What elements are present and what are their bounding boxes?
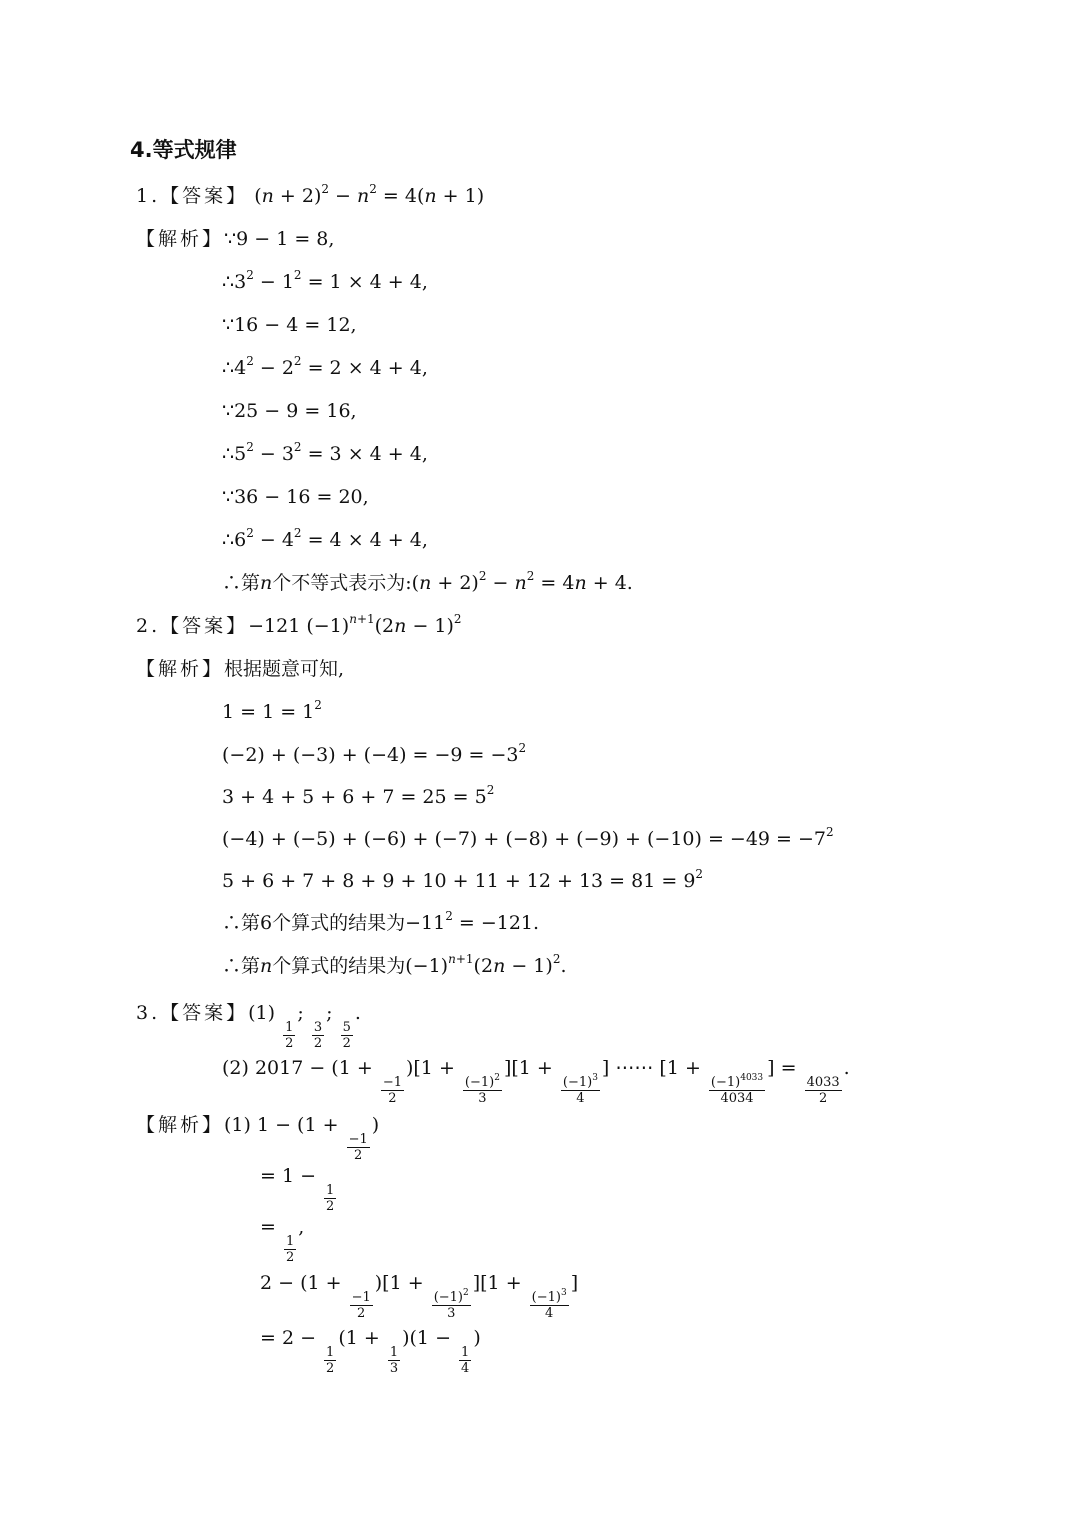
problem-1-step: $\therefore 4^2 - 2^2 = 2 \times 4 + 4$, <box>222 354 428 379</box>
problem-2-step: $(-4) + (-5) + (-6) + (-7) + (-8) + (-9) + (-10) = -49 = -7^2$ <box>222 825 834 850</box>
problem-3-answer-part2: (2) 2017 − (1 + $\frac{-1}{2}$ )[1 + $\frac{(-1)^2}{3}$ ][1 + $\frac{(-1)^3}{4}$ ] ⋯⋯ [1 + $\frac{(-1)^{4033}}{4034}$ ] = $\frac{4033}{2}$ . <box>222 1057 850 1106</box>
problem-2-step: $5 + 6 + 7 + 8 + 9 + 10 + 11 + 12 + 13 = 81 = 9^2$ <box>222 867 704 892</box>
problem-1-step: ∵36 − 16 = 20, <box>222 486 369 508</box>
problem-1-step: $\therefore 5^2 - 3^2 = 3 \times 4 + 4$, <box>222 440 428 465</box>
problem-3-step: = 2 − $\frac{1}{2}$ (1 + $\frac{1}{3}$ )(1 − $\frac{1}{4}$ ) <box>260 1327 481 1376</box>
problem-3-step: 2 − (1 + $\frac{-1}{2}$ )[1 + $\frac{(-1)^2}{3}$ ][1 + $\frac{(-1)^3}{4}$ ] <box>260 1272 579 1321</box>
problem-2-analysis: 【解析】根据题意可知, <box>136 658 345 680</box>
problem-1-analysis: 【解析】∵9 − 1 = 8, <box>136 228 335 250</box>
problem-2-conclusion: ∴第n个算式的结果为$(-1)^{n+1}(2n - 1)^2$. <box>222 952 567 977</box>
problem-2-step: $(-2) + (-3) + (-4) = -9 = -3^2$ <box>222 741 527 766</box>
problem-3-answer: 3.【答案】(1) $\frac{1}{2}$ ; $\frac{3}{2}$ ; $\frac{5}{2}$ . <box>136 1002 361 1051</box>
problem-2-step: ∴第6个算式的结果为$-11^2 = -121$. <box>222 909 540 934</box>
problem-1-answer: 1.【答案】 $(n + 2)^2 - n^2 = 4(n + 1)$ <box>136 182 485 207</box>
problem-1-step: ∵16 − 4 = 12, <box>222 314 357 336</box>
problem-1-step: $\therefore 6^2 - 4^2 = 4 \times 4 + 4$, <box>222 526 428 551</box>
problem-1-conclusion: ∴第n个不等式表示为:(n + $2)^2 - n^2 = 4n + 4$. <box>222 569 633 594</box>
problem-3-step: = 1 − $\frac{1}{2}$ <box>260 1165 335 1214</box>
problem-2-step: $3 + 4 + 5 + 6 + 7 = 25 = 5^2$ <box>222 783 495 808</box>
problem-1-step: ∵25 − 9 = 16, <box>222 400 357 422</box>
problem-3-analysis: 【解析】(1) 1 − (1 + $\frac{-1}{2}$ ) <box>136 1114 380 1163</box>
section-title: 4.等式规律 <box>130 138 237 162</box>
problem-1-step: $\therefore 3^2 - 1^2 = 1 \times 4 + 4$, <box>222 268 428 293</box>
problem-2-step: $1 = 1 = 1^2$ <box>222 698 322 723</box>
problem-3-step: = $\frac{1}{2}$ , <box>260 1216 305 1265</box>
problem-2-answer: 2.【答案】−121 $(-1)^{n+1}(2n - 1)^2$ <box>136 612 462 637</box>
